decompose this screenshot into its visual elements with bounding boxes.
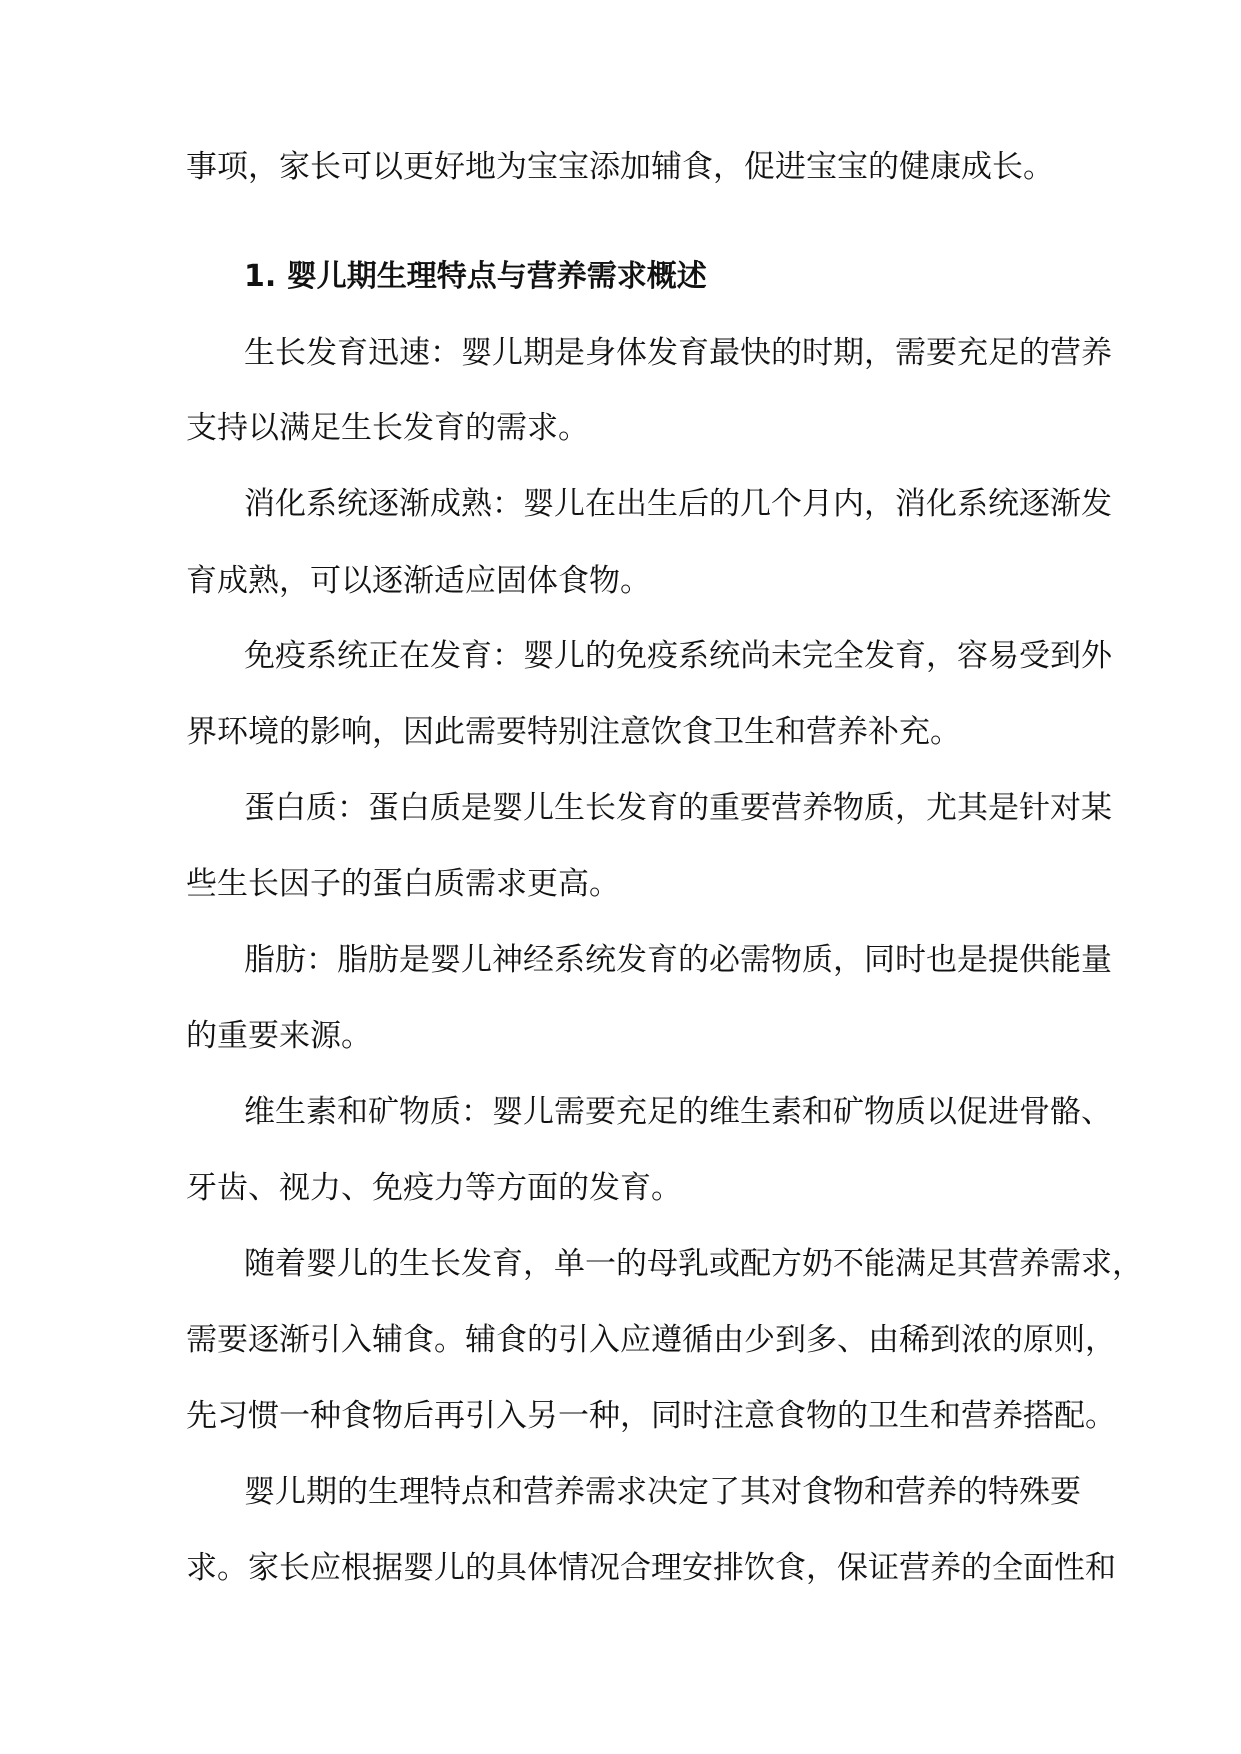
text-line: 界环境的影响，因此需要特别注意饮食卫生和营养补充。 [186, 714, 961, 750]
section-heading: 1. 婴儿期生理特点与营养需求概述 [244, 259, 707, 294]
text-line: 婴儿期的生理特点和营养需求决定了其对食物和营养的特殊要 [244, 1474, 1081, 1510]
text-line: 维生素和矿物质：婴儿需要充足的维生素和矿物质以促进骨骼、 [244, 1094, 1112, 1130]
text-line: 免疫系统正在发育：婴儿的免疫系统尚未完全发育，容易受到外 [244, 638, 1112, 674]
text-line: 消化系统逐渐成熟：婴儿在出生后的几个月内，消化系统逐渐发 [244, 486, 1112, 522]
text-line: 求。家长应根据婴儿的具体情况合理安排饮食，保证营养的全面性和 [186, 1550, 1116, 1586]
text-line: 的重要来源。 [186, 1018, 372, 1054]
text-line: 蛋白质：蛋白质是婴儿生长发育的重要营养物质，尤其是针对某 [244, 790, 1112, 826]
text-line: 先习惯一种食物后再引入另一种，同时注意食物的卫生和营养搭配。 [186, 1398, 1116, 1434]
text-line: 生长发育迅速：婴儿期是身体发育最快的时期，需要充足的营养 [244, 335, 1112, 371]
text-line: 脂肪：脂肪是婴儿神经系统发育的必需物质，同时也是提供能量 [244, 942, 1112, 978]
text-line: 事项，家长可以更好地为宝宝添加辅食，促进宝宝的健康成长。 [186, 149, 1054, 185]
text-line: 随着婴儿的生长发育，单一的母乳或配方奶不能满足其营养需求， [244, 1246, 1143, 1282]
text-line: 牙齿、视力、免疫力等方面的发育。 [186, 1170, 682, 1206]
text-line: 支持以满足生长发育的需求。 [186, 410, 589, 446]
text-line: 需要逐渐引入辅食。辅食的引入应遵循由少到多、由稀到浓的原则， [186, 1322, 1116, 1358]
text-line: 育成熟，可以逐渐适应固体食物。 [186, 563, 651, 599]
text-line: 些生长因子的蛋白质需求更高。 [186, 866, 620, 902]
